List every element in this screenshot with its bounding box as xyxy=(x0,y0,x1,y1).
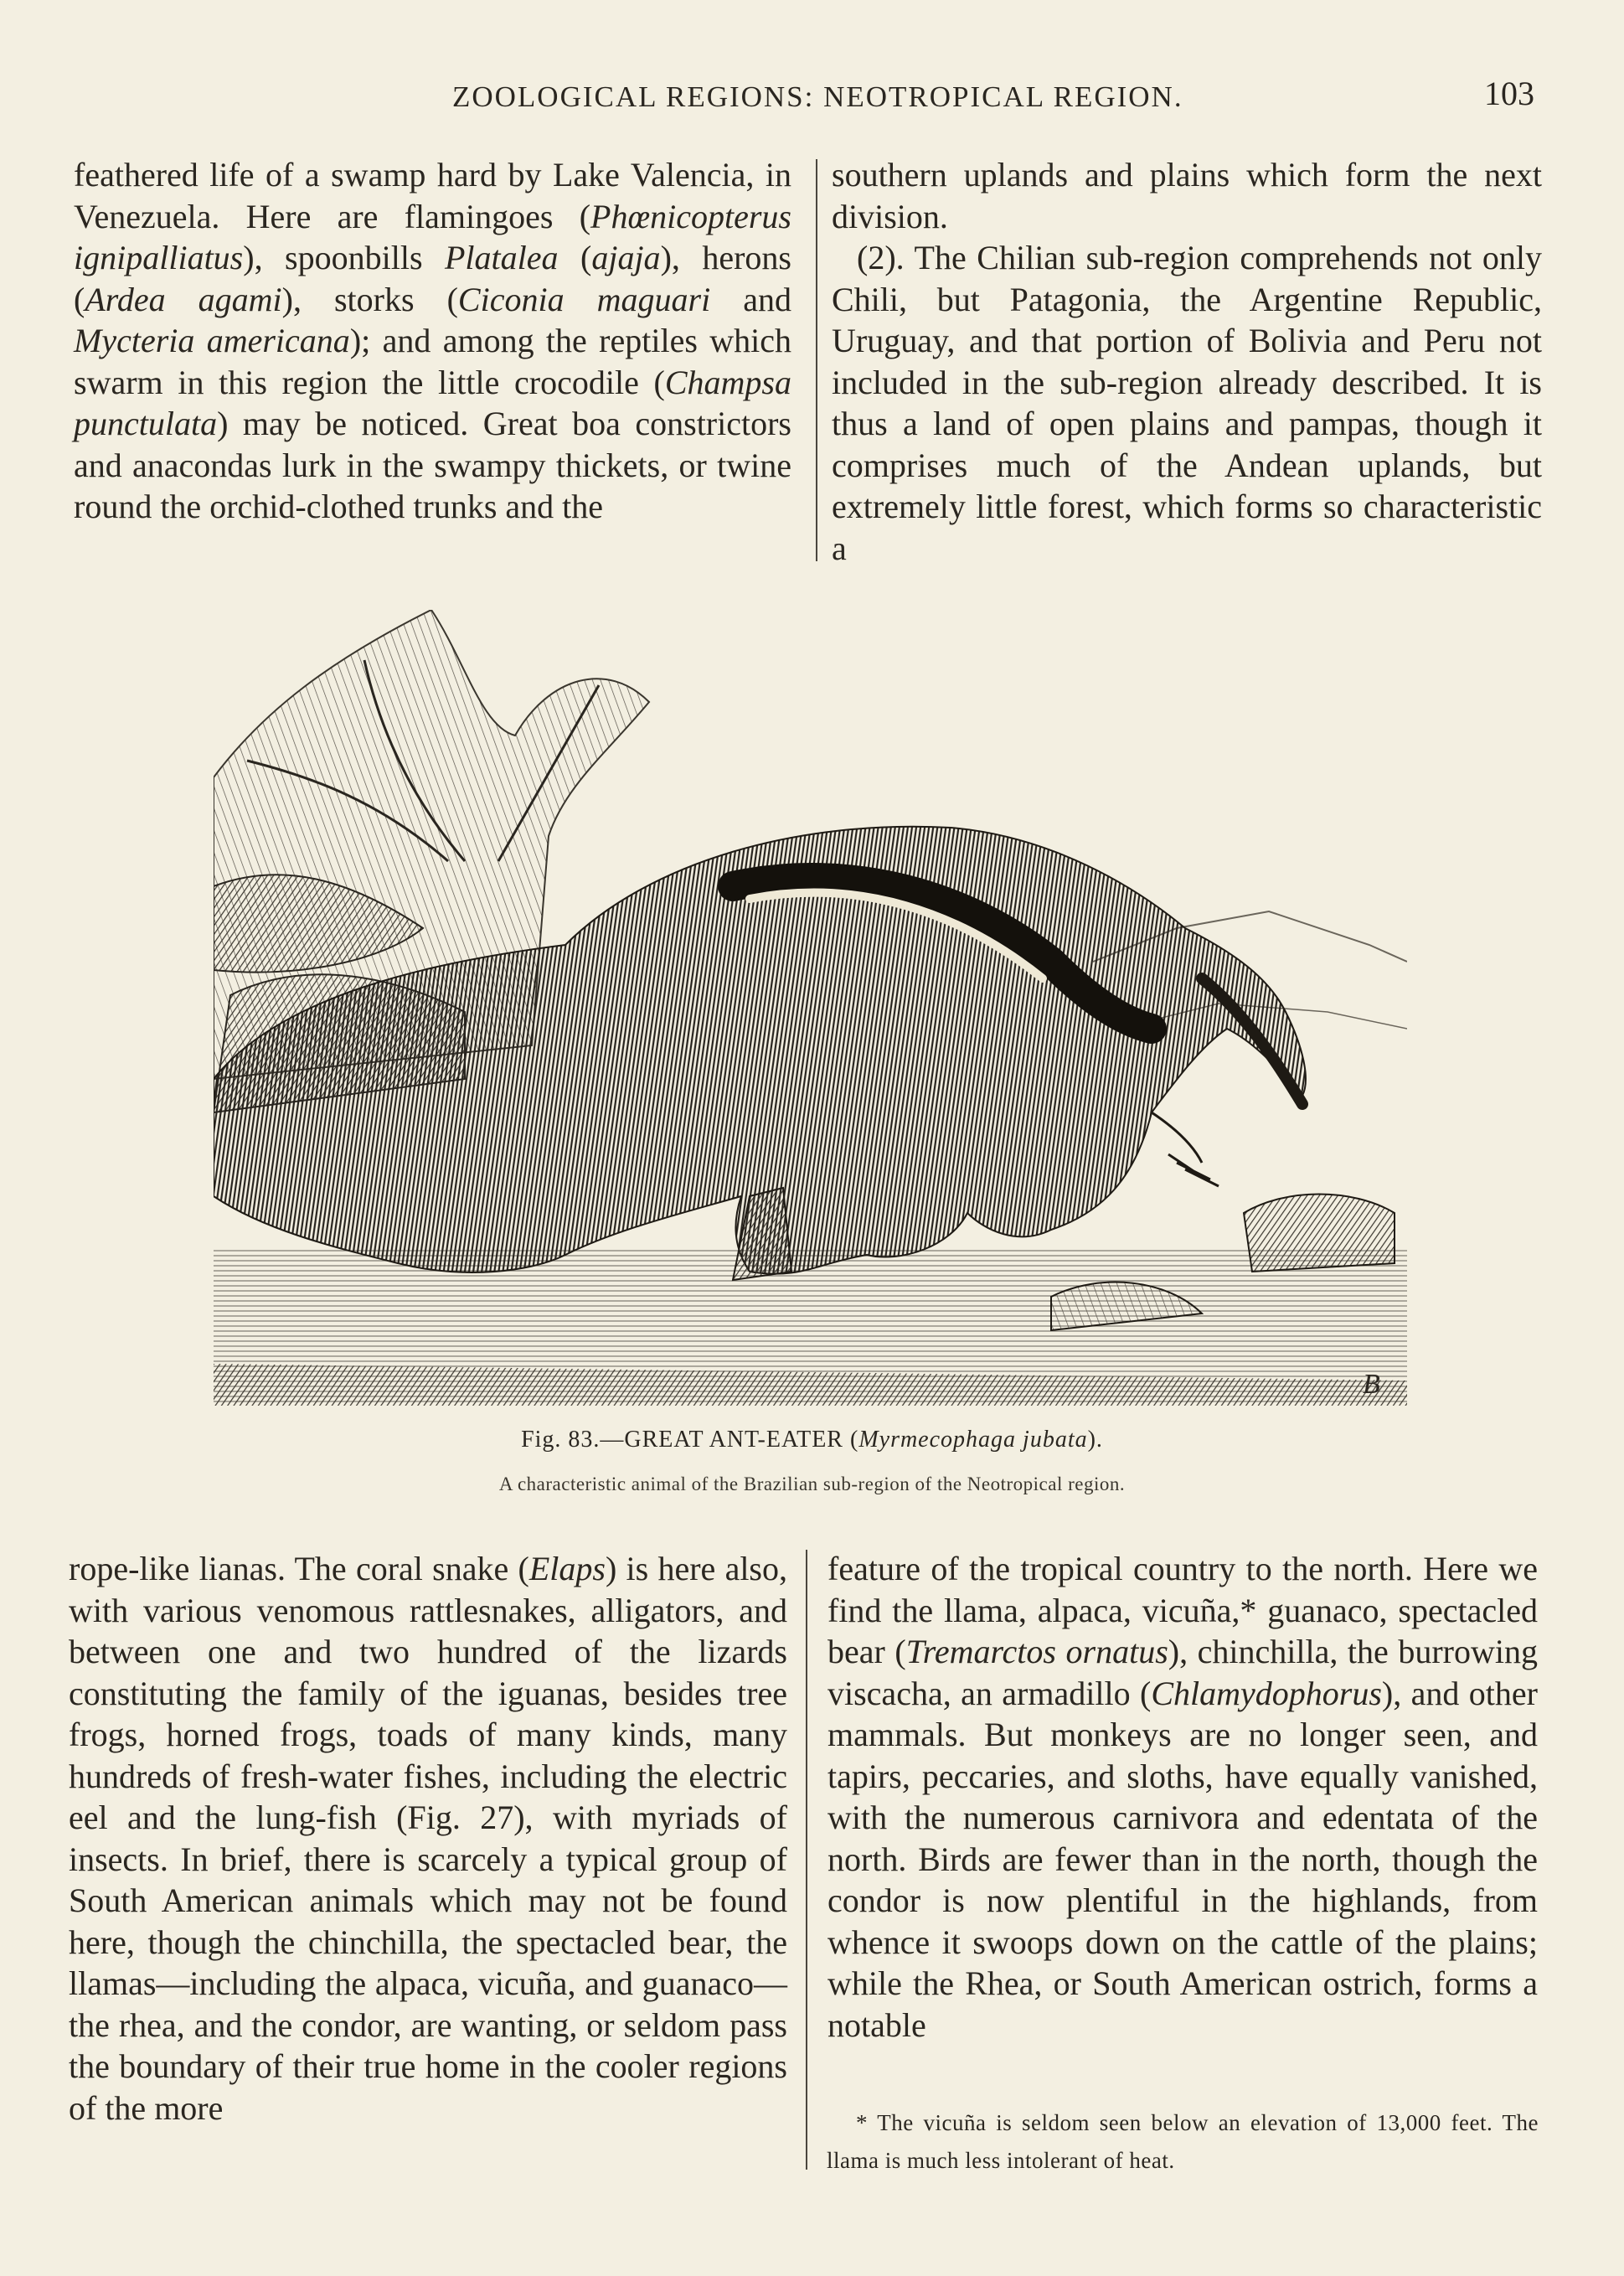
figure-description: A characteristic animal of the Brazilian sub-region of the Neotropical region. xyxy=(498,1473,1126,1494)
running-title: ZOOLOGICAL REGIONS: NEOTROPICAL REGION. xyxy=(452,80,1183,113)
column-divider-bottom xyxy=(806,1550,807,2170)
text-column-bottom-left xyxy=(69,1548,787,2129)
artist-monogram: B xyxy=(1363,1369,1380,1400)
page-number: 103 xyxy=(1484,75,1534,112)
anteater-illustration xyxy=(214,610,1407,1406)
text-column-bottom-right xyxy=(827,1548,1538,2046)
running-header xyxy=(0,72,1624,122)
paragraph: southern uplands and plains which form the next division. xyxy=(832,156,1542,235)
paragraph: rope-like lianas. The coral snake (Elaps) is here also, with various venomous rattlesnakes, alligators, and between one and two hundred of the lizards constituting the family of the iguanas, besides tree frogs, horned frogs, toads of many kinds, many hundreds of fresh-water fishes, including the electric eel and the lung-fish (Fig. 27), with myriads of insects. In brief, there is scarcely a typical group of South American animals which may not be found here, though the chinchilla, the spectacled bear, the llamas—including the alpaca, vicuña, and guanaco—the rhea, and the condor, are wanting, or seldom pass the boundary of their true home in the cooler regions of the more xyxy=(69,1550,787,2127)
figure-caption: Fig. 83.—GREAT ANT-EATER (Myrmecophaga jubata). xyxy=(521,1427,1103,1453)
paragraph: (2). The Chilian sub-region comprehends not only Chili, but Patagonia, the Argentine Republic, Uruguay, and that portion of Bolivia and Peru not included in the sub-region already described. It is thus a land of open plains and pampas, though it comprises much of the Andean uplands, but extremely little forest, which forms so characteristic a xyxy=(832,239,1542,567)
column-divider-top xyxy=(816,159,817,561)
text-column-top-right xyxy=(832,154,1542,569)
paragraph: feathered life of a swamp hard by Lake Valencia, in Venezuela. Here are flamingoes (Phœnicopterus ignipalliatus), spoonbills Platalea (ajaja), herons (Ardea agami), storks (Ciconia maguari and Mycteria americana); and among the reptiles which swarm in this region the little crocodile (Champsa punctulata) may be noticed. Great boa constrictors and anacondas lurk in the swampy thickets, or twine round the orchid-clothed trunks and the xyxy=(74,156,791,525)
text-column-top-left xyxy=(74,154,791,528)
footnote: * The vicuña is seldom seen below an elevation of 13,000 feet. The llama is much less intolerant of heat. xyxy=(827,2110,1539,2173)
paragraph: feature of the tropical country to the north. Here we find the llama, alpaca, vicuña,* guanaco, spectacled bear (Tremarctos ornatus), chinchilla, the burrowing viscacha, an armadillo (Chlamydophorus), and other mammals. But monkeys are no longer seen, and tapirs, peccaries, and sloths, have equally vanished, with the numerous carnivora and edentata of the north. Birds are fewer than in the north, though the condor is now plentiful in the highlands, from whence it swoops down on the cattle of the plains; while the Rhea, or South American ostrich, forms a notable xyxy=(827,1550,1538,2044)
